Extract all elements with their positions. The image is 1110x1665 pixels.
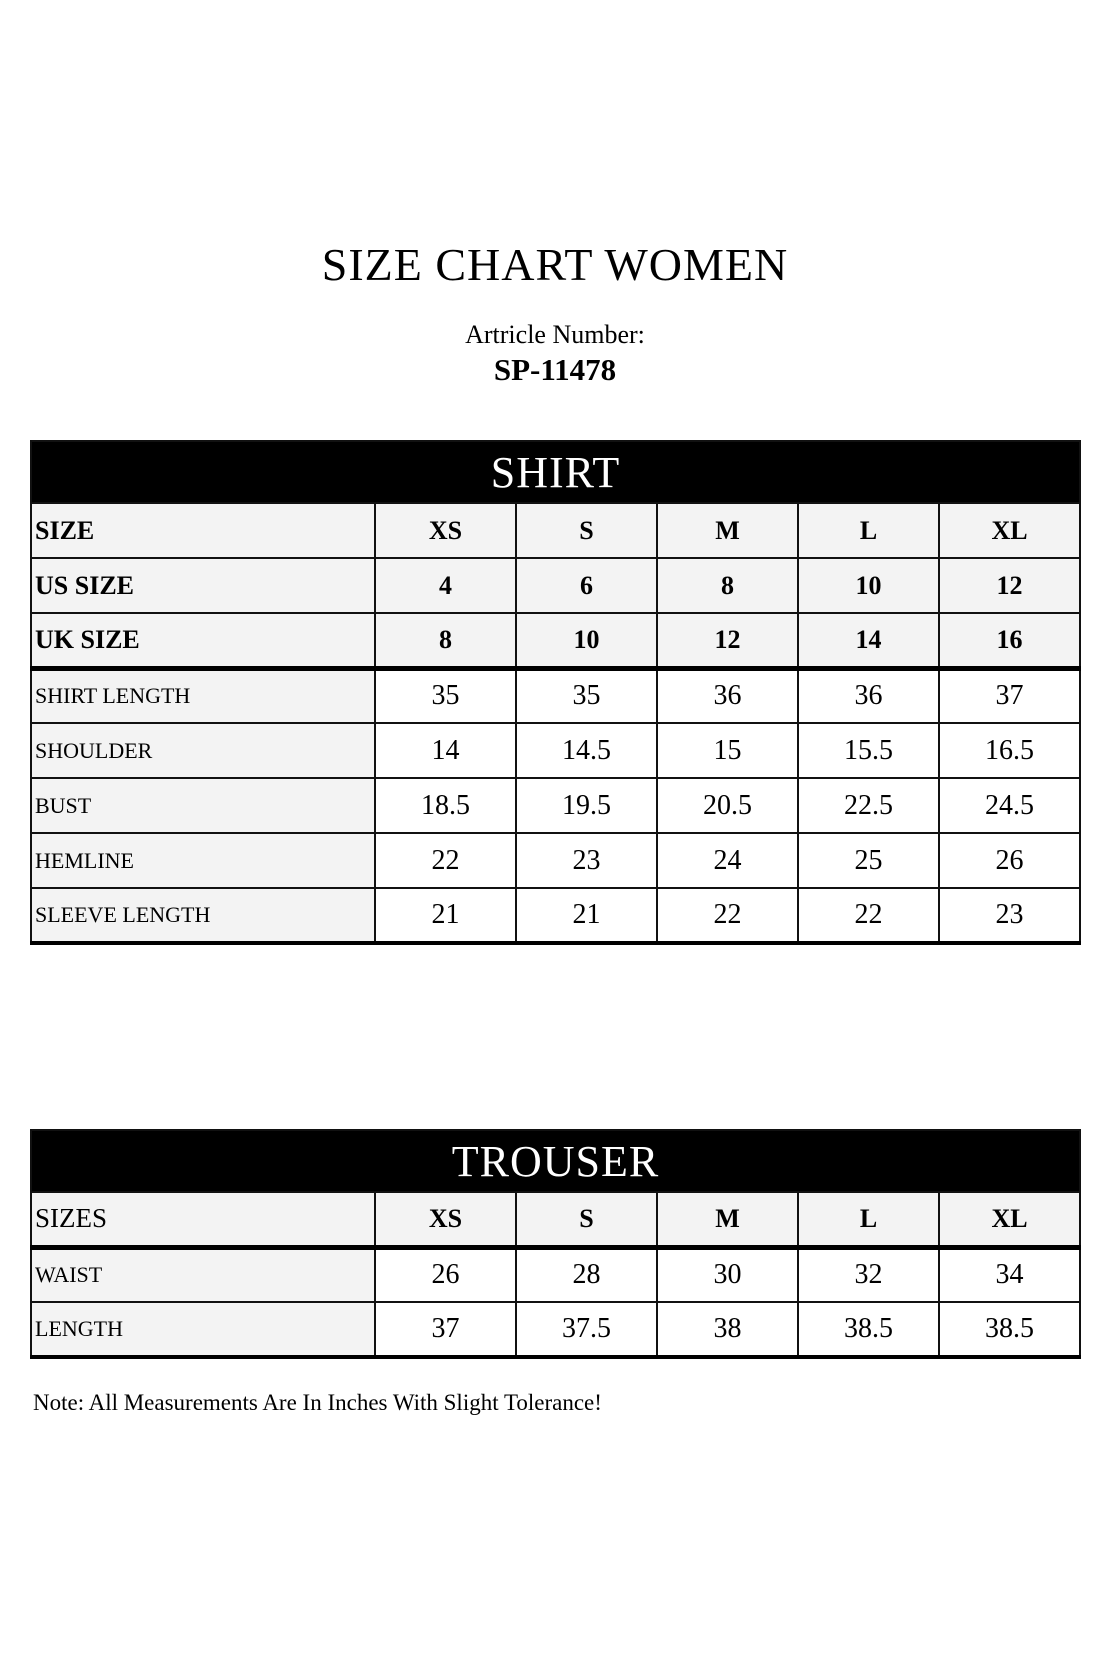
measurement-cell: 37.5 <box>516 1302 657 1357</box>
article-number-label: Artricle Number: <box>465 320 645 349</box>
measurement-cell: 35 <box>516 668 657 723</box>
size-cell: 8 <box>657 558 798 613</box>
size-cell: S <box>516 503 657 558</box>
measurement-cell: 14.5 <box>516 723 657 778</box>
table-row-uk-size <box>31 613 1080 668</box>
measurement-cell: 36 <box>657 668 798 723</box>
measurement-cell: 16.5 <box>939 723 1080 778</box>
table-row-shoulder <box>31 723 1080 778</box>
size-cell: 12 <box>939 558 1080 613</box>
trouser-size-table <box>30 1129 1081 1359</box>
size-cell: L <box>798 503 939 558</box>
measurement-cell: 21 <box>516 888 657 943</box>
row-label: SIZE <box>31 503 375 558</box>
size-cell: 10 <box>516 613 657 668</box>
measurement-cell: 24 <box>657 833 798 888</box>
table-row-bust <box>31 778 1080 833</box>
size-cell: 14 <box>798 613 939 668</box>
size-cell: XS <box>375 1192 516 1247</box>
row-label: SLEEVE LENGTH <box>31 888 375 943</box>
measurement-cell: 38 <box>657 1302 798 1357</box>
row-label: WAIST <box>31 1247 375 1302</box>
measurement-cell: 26 <box>375 1247 516 1302</box>
measurement-cell: 23 <box>516 833 657 888</box>
table-title-row <box>31 441 1080 503</box>
size-cell: 6 <box>516 558 657 613</box>
measurement-cell: 38.5 <box>798 1302 939 1357</box>
table-title-row <box>31 1130 1080 1192</box>
shirt-size-table <box>30 440 1081 945</box>
article-number-value: SP-11478 <box>493 352 617 387</box>
row-label: SHIRT LENGTH <box>31 668 375 723</box>
measurement-cell: 34 <box>939 1247 1080 1302</box>
table-row-size <box>31 503 1080 558</box>
measurement-cell: 14 <box>375 723 516 778</box>
measurement-note: Note: All Measurements Are In Inches With Slight Tolerance! <box>33 1390 602 1415</box>
size-cell: S <box>516 1192 657 1247</box>
size-cell: M <box>657 503 798 558</box>
page-title: SIZE CHART WOMEN <box>321 239 789 290</box>
row-label: US SIZE <box>31 558 375 613</box>
row-label: UK SIZE <box>31 613 375 668</box>
measurement-cell: 38.5 <box>939 1302 1080 1357</box>
measurement-cell: 21 <box>375 888 516 943</box>
size-cell: XL <box>939 1192 1080 1247</box>
size-cell: M <box>657 1192 798 1247</box>
shirt-table-title: SHIRT <box>31 441 1080 503</box>
row-label: SIZES <box>31 1192 375 1247</box>
measurement-cell: 32 <box>798 1247 939 1302</box>
measurement-cell: 37 <box>375 1302 516 1357</box>
table-row-sleeve-length <box>31 888 1080 943</box>
size-cell: XL <box>939 503 1080 558</box>
size-cell: 8 <box>375 613 516 668</box>
row-label: SHOULDER <box>31 723 375 778</box>
row-label: HEMLINE <box>31 833 375 888</box>
measurement-cell: 37 <box>939 668 1080 723</box>
size-cell: 4 <box>375 558 516 613</box>
measurement-cell: 22 <box>657 888 798 943</box>
measurement-cell: 22 <box>798 888 939 943</box>
trouser-table-title: TROUSER <box>31 1130 1080 1192</box>
measurement-cell: 15.5 <box>798 723 939 778</box>
size-cell: 16 <box>939 613 1080 668</box>
measurement-cell: 30 <box>657 1247 798 1302</box>
size-cell: 12 <box>657 613 798 668</box>
measurement-cell: 25 <box>798 833 939 888</box>
table-row-sizes <box>31 1192 1080 1247</box>
measurement-cell: 22.5 <box>798 778 939 833</box>
measurement-cell: 23 <box>939 888 1080 943</box>
measurement-cell: 18.5 <box>375 778 516 833</box>
measurement-cell: 22 <box>375 833 516 888</box>
size-cell: XS <box>375 503 516 558</box>
table-row-hemline <box>31 833 1080 888</box>
table-row-waist <box>31 1247 1080 1302</box>
row-label: BUST <box>31 778 375 833</box>
table-row-length <box>31 1302 1080 1357</box>
measurement-cell: 15 <box>657 723 798 778</box>
measurement-cell: 19.5 <box>516 778 657 833</box>
measurement-cell: 24.5 <box>939 778 1080 833</box>
row-label: LENGTH <box>31 1302 375 1357</box>
measurement-cell: 26 <box>939 833 1080 888</box>
measurement-cell: 36 <box>798 668 939 723</box>
measurement-cell: 35 <box>375 668 516 723</box>
measurement-cell: 20.5 <box>657 778 798 833</box>
table-row-us-size <box>31 558 1080 613</box>
table-row-shirt-length <box>31 668 1080 723</box>
size-cell: L <box>798 1192 939 1247</box>
size-cell: 10 <box>798 558 939 613</box>
measurement-cell: 28 <box>516 1247 657 1302</box>
